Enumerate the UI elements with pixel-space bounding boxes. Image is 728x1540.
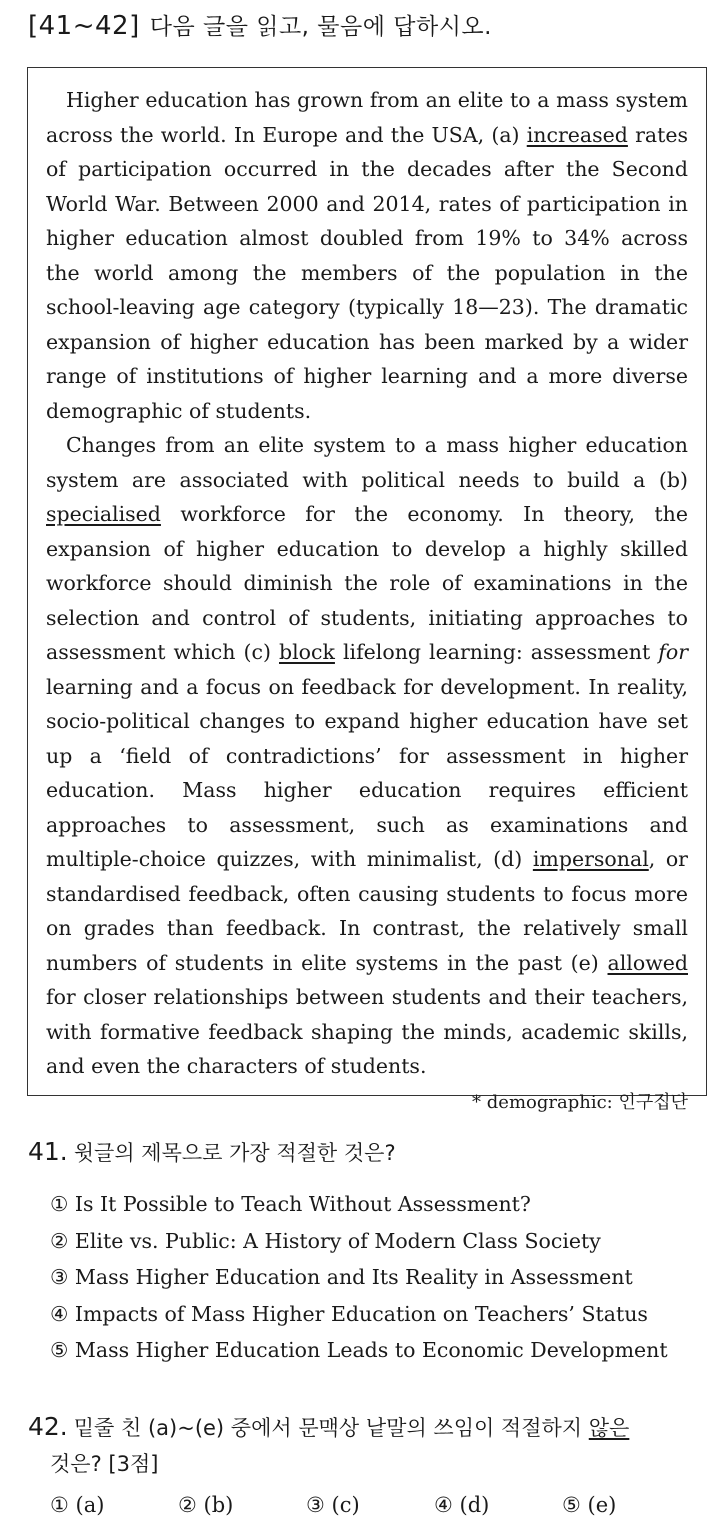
q42-option-5[interactable]: ⑤ (e) (562, 1493, 617, 1517)
question-text-cont: 것은? [3점] (50, 1452, 159, 1476)
q41-option-3[interactable]: ③ Mass Higher Education and Its Reality in Assessment (50, 1265, 633, 1289)
q42-option-1[interactable]: ① (a) (50, 1493, 105, 1517)
question-text: 윗글의 제목으로 가장 적절한 것은? (73, 1141, 396, 1165)
question-set-header (28, 8, 492, 41)
q41-option-4[interactable]: ④ Impacts of Mass Higher Education on Teachers’ Status (50, 1301, 648, 1326)
underlined-word-c: block (279, 640, 335, 664)
text-run: for closer relationships between students and their teachers, with formative feedback shaping the minds, academic skills, and even the characters of students. (46, 985, 688, 1078)
question-text: 밑줄 친 (a)~(e) 중에서 문맥상 낱말의 쓰임이 적절하지 (73, 1416, 589, 1440)
question-41 (28, 1137, 708, 1167)
text-run: Changes from an elite system to a mass higher education system are associated with political needs to build a (b) (46, 433, 688, 492)
q41-option-1[interactable]: ① Is It Possible to Teach Without Assessment? (50, 1192, 531, 1216)
text-run: lifelong learning: assessment (334, 640, 659, 664)
text-run: learning and a focus on feedback for development. In reality, socio-political changes to expand higher education have set up a ‘field of contradictions’ for assessment in higher education. Mass higher education requires efficient approaches to assessment, such as examinations and multiple-choice quizzes, with minimalist, (d) (46, 674, 688, 871)
q42-option-2[interactable]: ② (b) (178, 1493, 234, 1517)
q41-option-5[interactable]: ⑤ Mass Higher Education Leads to Economic Development (50, 1338, 668, 1362)
italic-word-for: for (658, 640, 688, 664)
q42-option-3[interactable]: ③ (c) (306, 1493, 360, 1517)
underlined-word-a: increased (526, 122, 628, 147)
question-42 (28, 1409, 708, 1482)
question-number: 42. (28, 1412, 68, 1441)
text-run: Higher education has grown from an elite to a mass system across the world. In Europe and the USA, (a) (46, 88, 688, 147)
underlined-not: 않은 (588, 1416, 630, 1440)
footnote: * demographic: 인구집단 (472, 1091, 688, 1113)
question-number: 41. (28, 1137, 68, 1166)
text-run: rates of participation occurred in the decades after the Second World War. Between 2000 and 2014, rates of participation in higher education almost doubled from 19% to 34% across the world among the members of the population in the school-leaving age category (typically 18—23). The dramatic expansion of higher education has been marked by a wider range of institutions of higher learning and a more diverse demographic of students. (46, 122, 688, 423)
passage-paragraph-2 (46, 428, 688, 1084)
q42-options (50, 1493, 690, 1517)
reading-passage-box (27, 67, 707, 1113)
underlined-word-d: impersonal (532, 847, 649, 871)
q41-options (50, 1186, 668, 1369)
underlined-word-e: allowed (607, 950, 688, 975)
underlined-word-b: specialised (46, 502, 161, 526)
q41-option-2[interactable]: ② Elite vs. Public: A History of Modern Class Society (50, 1228, 601, 1253)
text-run: workforce for the economy. In theory, the expansion of higher education to develop a highly skilled workforce should diminish the role of examinations in the selection and control of students, initiating approaches to assessment which (c) (46, 502, 688, 664)
question-range: [41~42] (28, 11, 140, 41)
text-run: , or standardised feedback, often causing students to focus more on grades than feedback. In contrast, the relatively small numbers of students in elite systems in the past (e) (46, 847, 688, 975)
instruction-text: 다음 글을 읽고, 물음에 답하시오. (149, 14, 492, 40)
q42-option-4[interactable]: ④ (d) (434, 1493, 490, 1517)
passage-paragraph-1 (46, 83, 688, 428)
